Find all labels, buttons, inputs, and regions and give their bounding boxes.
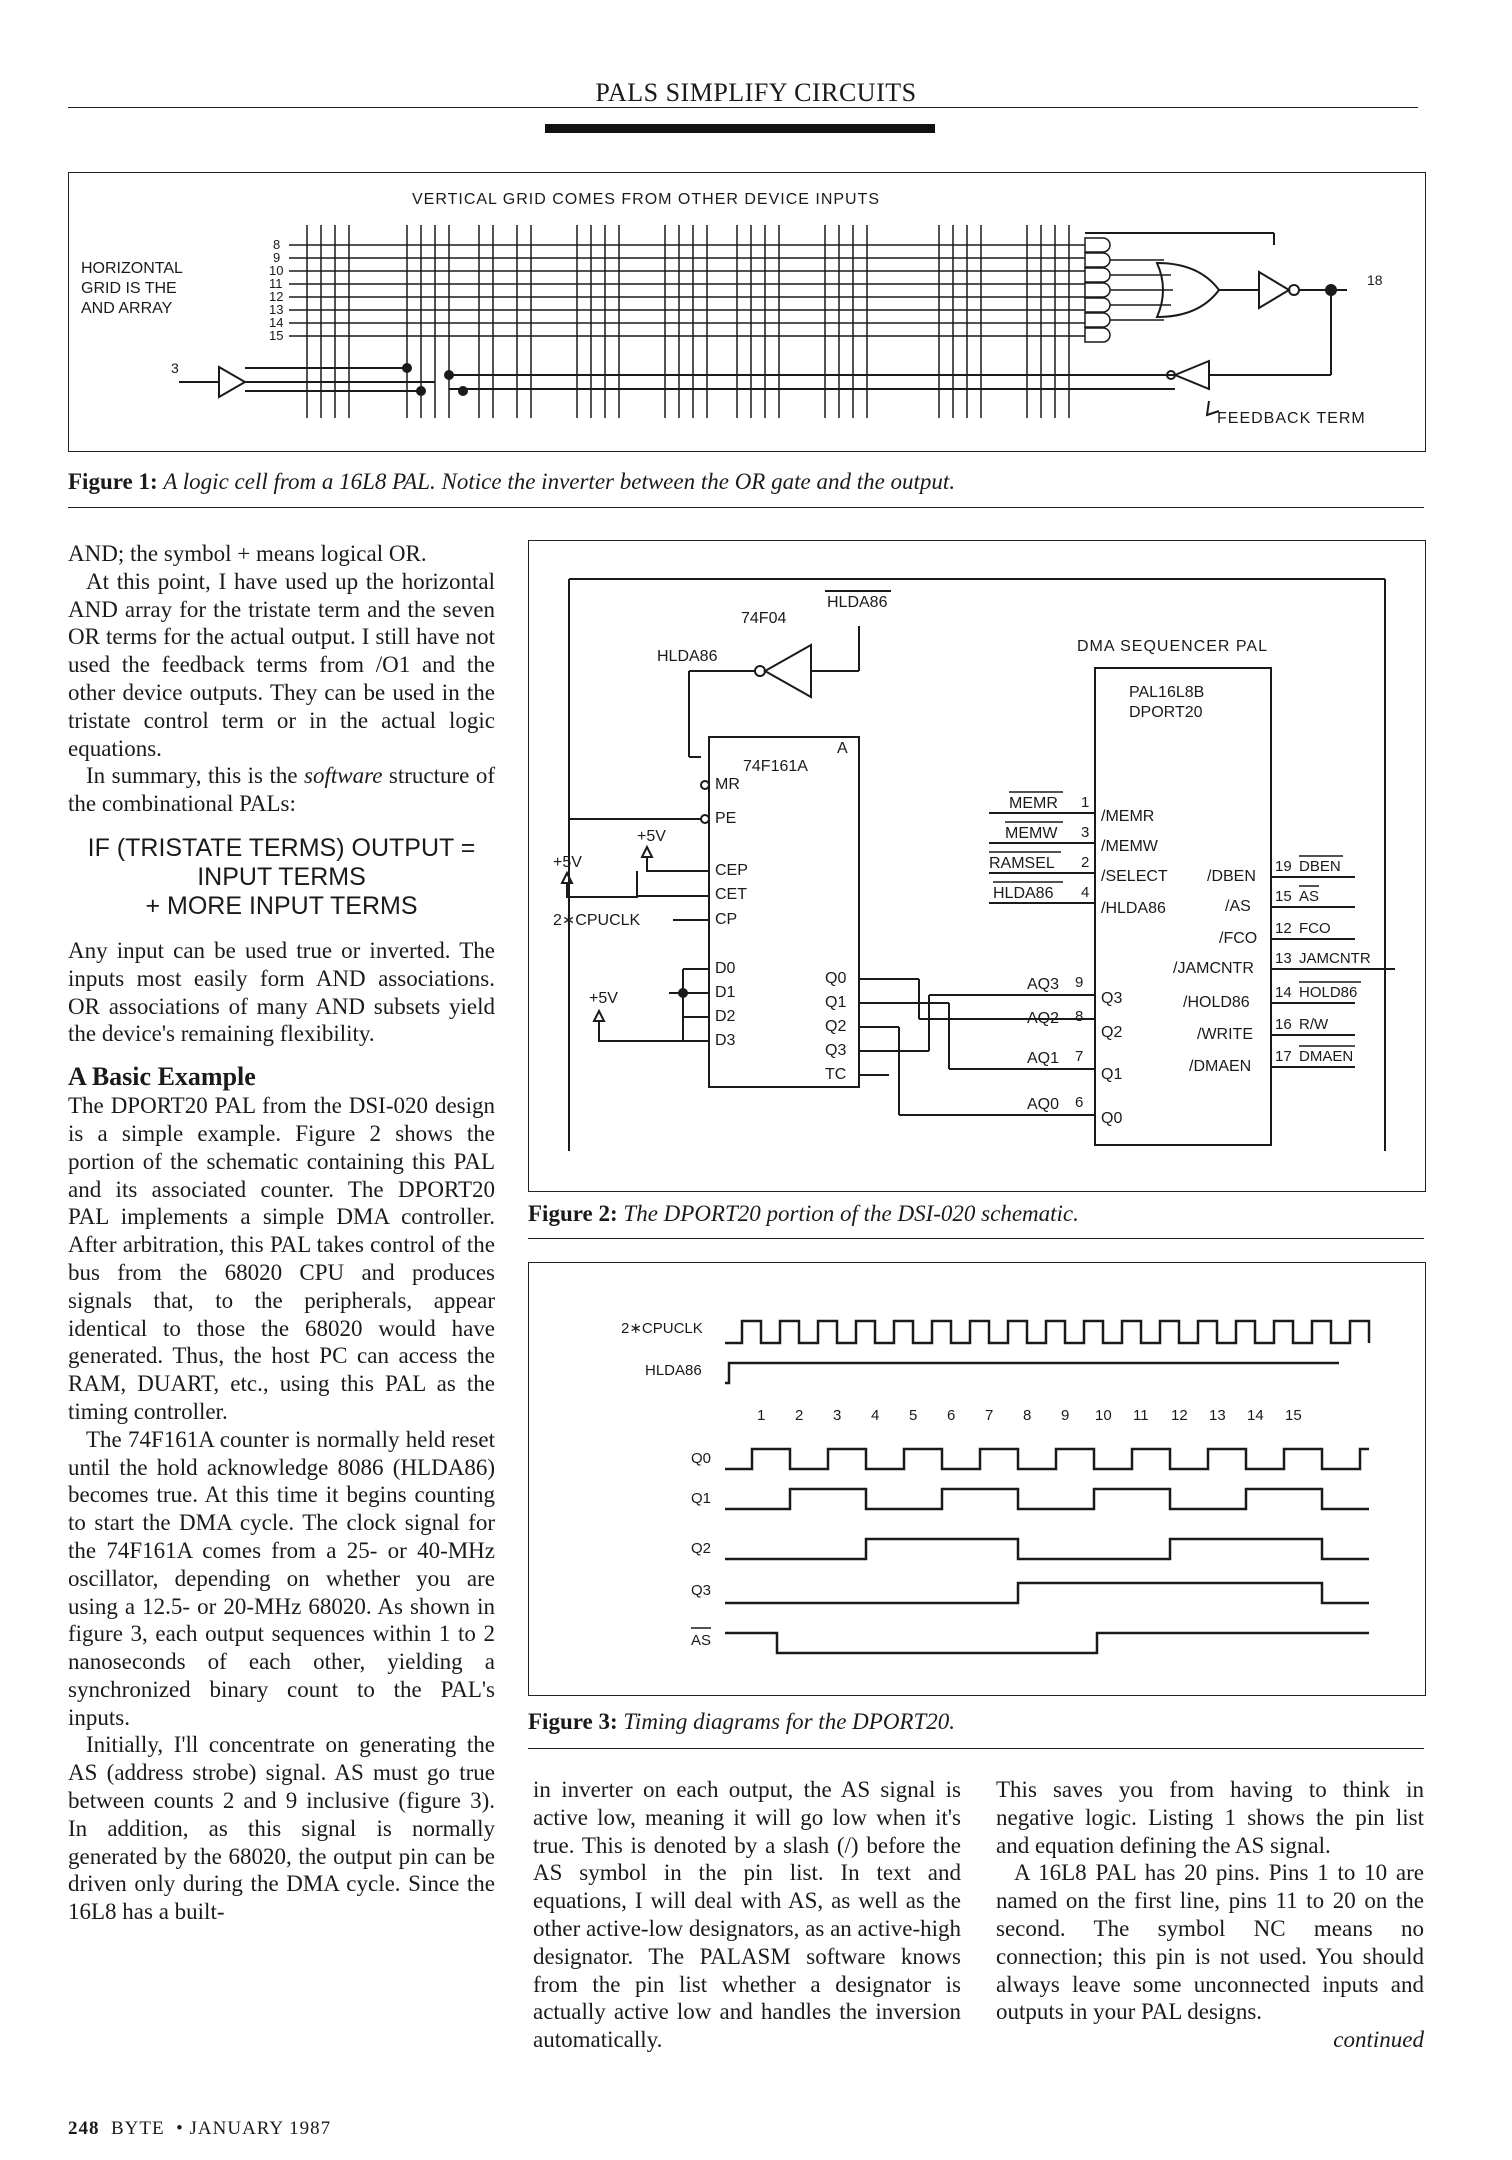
fig3-count-5: 5: [909, 1407, 918, 1424]
fig2-out-as-pin: 15: [1275, 888, 1292, 905]
fig1-left-label-3: AND ARRAY: [81, 300, 173, 317]
fig2-in-aq3-inner: Q3: [1101, 990, 1123, 1007]
fig2-out-jamcntr-inner: /JAMCNTR: [1173, 960, 1254, 977]
fig3-count-2: 2: [795, 1407, 804, 1424]
fig1-top-label: VERTICAL GRID COMES FROM OTHER DEVICE INPUTS: [412, 191, 881, 208]
fig2-pal-name-2: DPORT20: [1129, 704, 1203, 721]
fig2-in-aq1-inner: Q1: [1101, 1066, 1123, 1083]
fig2-counter-name: 74F161A: [743, 758, 808, 775]
fig2-in-memw-pin: 3: [1081, 824, 1090, 841]
fig1-row-9: 9: [273, 250, 281, 265]
fig2-plus5v-1: +5V: [637, 828, 666, 845]
fig2-in-ramsel-inner: /SELECT: [1101, 868, 1168, 885]
fig2-plus5v-2: +5V: [553, 854, 582, 871]
page-footer: 248 BYTE • JANUARY 1987: [68, 2118, 332, 2139]
figure3-caption-rule: [528, 1748, 1424, 1749]
fig2-pin-d0: D0: [715, 960, 736, 977]
fig2-out-as-inner: /AS: [1225, 898, 1251, 915]
fig2-pin-d2: D2: [715, 1008, 736, 1025]
figure1-logic-cell: [69, 173, 1425, 451]
fig3-count-8: 8: [1023, 1407, 1032, 1424]
fig3-wave-q0: [725, 1449, 1369, 1469]
running-header: PALS SIMPLIFY CIRCUITS: [595, 78, 917, 107]
fig3-count-1: 1: [757, 1407, 766, 1424]
fig2-out-dben-pin: 19: [1275, 858, 1292, 875]
figure2-caption-rule: [528, 1238, 1424, 1239]
fig2-hlda-top: HLDA86: [827, 594, 888, 611]
footer-magazine: BYTE: [111, 2118, 165, 2139]
column-2: [533, 1776, 961, 2054]
fig2-inverter: [765, 645, 811, 697]
fig1-row-10: 10: [269, 263, 284, 278]
fig3-wave-clk: [725, 1321, 1369, 1343]
fig2-counter-a: A: [837, 740, 848, 757]
fig1-row-12: 12: [269, 289, 284, 304]
col1-p6: The 74F161A counter is normally held reset until the hold acknowledge 8086 (HLDA86) becomes true. At this time it begins counting to start the DMA cycle. The clock signal for the 74F161A comes from a 25- or 40-MHz oscillator, depending on whether you are using a 12.5- or 20-MHz 68020. As shown in figure 3, each output sequences within 1 to 2 nanoseconds of each other, yielding a synchronized binary count to the PAL's inputs.: [68, 1426, 495, 1730]
fig2-in-hlda86-pin: 4: [1081, 884, 1090, 901]
fig2-caption-label: Figure 2:: [528, 1201, 618, 1226]
col1-p4: Any input can be used true or inverted. The inputs most easily form AND associations. OR associations of many AND subsets yield the device's remaining flexibility.: [68, 937, 495, 1047]
fig3-wave-as: [725, 1633, 1369, 1653]
fig2-out-dmaen-pin: 17: [1275, 1048, 1292, 1065]
column-1: [68, 540, 495, 1926]
col1-p3-em: software: [304, 763, 383, 789]
fig3-sig-hlda86: HLDA86: [645, 1362, 702, 1379]
figure3-box: [528, 1262, 1426, 1696]
fig2-out-write-inner: /WRITE: [1197, 1026, 1253, 1043]
fig2-pin-pe: PE: [715, 810, 737, 827]
fig2-in-aq2-inner: Q2: [1101, 1024, 1123, 1041]
fig2-in-aq3: AQ3: [1027, 976, 1060, 993]
fig2-in-memr-inner: /MEMR: [1101, 808, 1155, 825]
fig3-wave-hlda86: [725, 1363, 1339, 1383]
fig3-count-labels: [757, 1407, 1302, 1424]
col3-p2: A 16L8 PAL has 20 pins. Pins 1 to 10 are named on the first line, pins 11 to 20 on the second. The symbol NC means no connection; this pin is not used. You should always leave some unconnected inputs and outputs in your PAL designs.: [996, 1860, 1424, 2025]
fig2-out-hold86: HOLD86: [1299, 984, 1358, 1001]
col3-p1: This saves you from having to think in negative logic. Listing 1 shows the pin list and equation defining the AS signal.: [996, 1777, 1424, 1858]
fig1-caption-text: A logic cell from a 16L8 PAL. Notice the inverter between the OR gate and the output.: [163, 469, 956, 494]
fig1-and-rows: [289, 245, 1085, 336]
fig2-out-dmaen-inner: /DMAEN: [1189, 1058, 1252, 1075]
col1-p3: [68, 762, 495, 818]
fig2-in-aq0-pin: 6: [1075, 1094, 1084, 1111]
header-bar: [545, 124, 935, 133]
col1-p5: The DPORT20 PAL from the DSI-020 design is a simple example. Figure 2 shows the portion of the schematic containing this PAL and its associated counter. The DPORT20 PAL implements a simple DMA controller. After arbitration, this PAL takes control of the bus from the 68020 CPU and produces signals that, to the peripherals, appear identical to those the 68020 would have generated. Thus, the host PC can access the RAM, DUART, etc., using this PAL as the timing controller.: [68, 1093, 495, 1424]
col2-p1: in inverter on each output, the AS signal is active low, meaning it will go low when it's true. This is denoted by a slash (/) before the AS symbol in the pin list. In text and equations, I will deal with AS, as well as the other active-low designators, as an active-high designator. The PALASM software knows from the pin list whether a designator is actually active low and handles the inversion automatically.: [533, 1777, 961, 2053]
col1-p3-post: structure of the combinational PALs:: [68, 763, 495, 817]
section-heading: A Basic Example: [68, 1062, 256, 1092]
fig3-sig-clk: 2∗CPUCLK: [621, 1320, 703, 1337]
fig2-in-hlda86-inner: /HLDA86: [1101, 900, 1166, 917]
fig2-in-ramsel: RAMSEL: [989, 855, 1055, 872]
col1-p2: At this point, I have used up the horizontal AND array for the tristate term and the seven OR terms for the actual output. I still have not used the feedback terms from /O1 and the other device outputs. They can be used in the tristate control term or in the actual logic equations.: [68, 568, 495, 761]
fig1-output-pin: 18: [1367, 272, 1383, 288]
col1-p7: Initially, I'll concentrate on generating the AS (address strobe) signal. AS must go true between counts 2 and 9 inclusive (figure 3). In addition, as this signal is normally generated by the 68020, the output pin can be driven only during the DMA cycle. Since the 16L8 has a built-: [68, 1732, 495, 1925]
fig1-row-14: 14: [269, 315, 284, 330]
fig1-input-buffer: [219, 367, 245, 397]
fig3-caption-text: Timing diagrams for the DPORT20.: [623, 1709, 956, 1734]
fig2-cpuclk: 2∗CPUCLK: [553, 912, 641, 929]
fig3-wave-q3: [725, 1583, 1369, 1603]
fig2-in-memw: MEMW: [1005, 825, 1058, 842]
figure1-caption-rule: [68, 507, 1424, 508]
fig1-left-label-2: GRID IS THE: [81, 280, 177, 297]
fig2-pal-name-1: PAL16L8B: [1129, 684, 1205, 701]
fig2-in-aq2-pin: 8: [1075, 1008, 1084, 1025]
fig2-in-hlda86: HLDA86: [993, 885, 1054, 902]
fig2-pin-cp: CP: [715, 911, 738, 928]
fig2-out-hold86-inner: /HOLD86: [1183, 994, 1250, 1011]
fig2-pin-q3: Q3: [825, 1042, 847, 1059]
fig2-out-as: AS: [1299, 888, 1320, 905]
fig2-caption-text: The DPORT20 portion of the DSI-020 schematic.: [623, 1201, 1079, 1226]
fig2-out-hold86-pin: 14: [1275, 984, 1292, 1001]
fig2-out-fco-inner: /FCO: [1219, 930, 1258, 947]
fig3-count-3: 3: [833, 1407, 842, 1424]
continued-label: continued: [1333, 2027, 1424, 2053]
col1-p1: AND; the symbol + means logical OR.: [68, 541, 427, 566]
figure1-caption: [68, 468, 1424, 495]
fig3-sig-as: AS: [691, 1632, 712, 1649]
figure2-caption: [528, 1200, 1424, 1227]
fig3-count-14: 14: [1247, 1407, 1264, 1424]
fig2-out-write-pin: 16: [1275, 1016, 1292, 1033]
col1-formula: [68, 834, 495, 921]
fig2-in-aq0: AQ0: [1027, 1096, 1060, 1113]
fig2-out-dben: DBEN: [1299, 858, 1341, 875]
fig3-wave-q2: [725, 1539, 1369, 1559]
fig3-wave-q1: [725, 1489, 1369, 1509]
fig2-in-memr-pin: 1: [1081, 794, 1090, 811]
fig2-dma-title: DMA SEQUENCER PAL: [1077, 638, 1268, 655]
fig1-row-11: 11: [269, 276, 283, 291]
fig2-out-dben-inner: /DBEN: [1207, 868, 1256, 885]
figure3-timing: [529, 1263, 1425, 1695]
footer-page-number: 248: [68, 2118, 100, 2139]
fig2-in-memw-inner: /MEMW: [1101, 838, 1158, 855]
figure2-box: [528, 540, 1426, 1192]
fig1-row-15: 15: [269, 328, 284, 343]
fig2-pin-tc: TC: [825, 1066, 847, 1083]
fig1-row-13: 13: [269, 302, 284, 317]
formula-line-1: IF (TRISTATE TERMS) OUTPUT =: [87, 833, 476, 862]
fig3-count-11: 11: [1133, 1407, 1149, 1424]
fig2-pin-q1: Q1: [825, 994, 847, 1011]
header-rule: [68, 107, 1418, 108]
fig3-count-15: 15: [1285, 1407, 1302, 1424]
fig3-count-13: 13: [1209, 1407, 1226, 1424]
figure2-schematic: [529, 541, 1425, 1191]
fig3-sig-q1: Q1: [691, 1490, 712, 1507]
col3-continued-wrap: [996, 2026, 1424, 2054]
fig3-count-9: 9: [1061, 1407, 1070, 1424]
fig1-feedback-label: FEEDBACK TERM: [1217, 410, 1366, 427]
fig3-sig-q2: Q2: [691, 1540, 712, 1557]
fig3-count-6: 6: [947, 1407, 956, 1424]
fig2-pal-inputs: [989, 792, 1168, 1127]
fig1-input-pin: 3: [171, 360, 179, 376]
fig2-out-dmaen: DMAEN: [1299, 1048, 1354, 1065]
fig2-in-memr: MEMR: [1009, 795, 1058, 812]
fig2-pin-cet: CET: [715, 886, 747, 903]
fig2-in-aq0-inner: Q0: [1101, 1110, 1123, 1127]
fig3-count-12: 12: [1171, 1407, 1188, 1424]
fig3-sig-q3: Q3: [691, 1582, 712, 1599]
footer-date: JANUARY 1987: [189, 2118, 332, 2139]
fig2-out-jamcntr-pin: 13: [1275, 950, 1292, 967]
fig2-out-rw: R/W: [1299, 1016, 1329, 1033]
figure1-box: [68, 172, 1426, 452]
fig2-in-aq1: AQ1: [1027, 1050, 1060, 1067]
fig1-feedback-buffer: [1175, 361, 1209, 389]
fig2-74f04: 74F04: [741, 610, 787, 627]
fig3-sig-q0: Q0: [691, 1450, 712, 1467]
fig3-count-4: 4: [871, 1407, 880, 1424]
fig2-in-ramsel-pin: 2: [1081, 854, 1090, 871]
fig2-pin-d1: D1: [715, 984, 736, 1001]
formula-line-2: INPUT TERMS: [197, 862, 366, 891]
fig1-row-8: 8: [273, 237, 281, 252]
fig1-output-inverter: [1259, 272, 1289, 308]
fig2-pal-outputs: [1173, 856, 1395, 1075]
figure3-caption: [528, 1708, 1424, 1735]
fig2-in-aq1-pin: 7: [1075, 1048, 1084, 1065]
fig2-hlda-left: HLDA86: [657, 648, 718, 665]
fig3-count-7: 7: [985, 1407, 994, 1424]
fig2-pin-q2: Q2: [825, 1018, 847, 1035]
fig2-plus5v-3: +5V: [589, 990, 618, 1007]
fig2-out-fco: FCO: [1299, 920, 1331, 937]
column-3: [996, 1776, 1424, 2054]
formula-line-3: + MORE INPUT TERMS: [145, 891, 418, 920]
fig2-out-jamcntr: JAMCNTR: [1299, 950, 1371, 967]
fig2-pin-q0: Q0: [825, 970, 847, 987]
fig2-out-fco-pin: 12: [1275, 920, 1292, 937]
fig3-count-10: 10: [1095, 1407, 1112, 1424]
fig1-caption-label: Figure 1:: [68, 469, 158, 494]
fig1-left-label-1: HORIZONTAL: [81, 260, 183, 277]
col1-p3-pre: In summary, this is the: [86, 763, 298, 789]
fig1-and-gates: [1085, 238, 1173, 342]
fig2-pin-d3: D3: [715, 1032, 736, 1049]
fig3-caption-label: Figure 3:: [528, 1709, 618, 1734]
fig2-pin-cep: CEP: [715, 862, 748, 879]
fig2-pin-mr: MR: [715, 776, 740, 793]
fig2-in-aq3-pin: 9: [1075, 974, 1084, 991]
fig2-in-aq2: AQ2: [1027, 1010, 1060, 1027]
